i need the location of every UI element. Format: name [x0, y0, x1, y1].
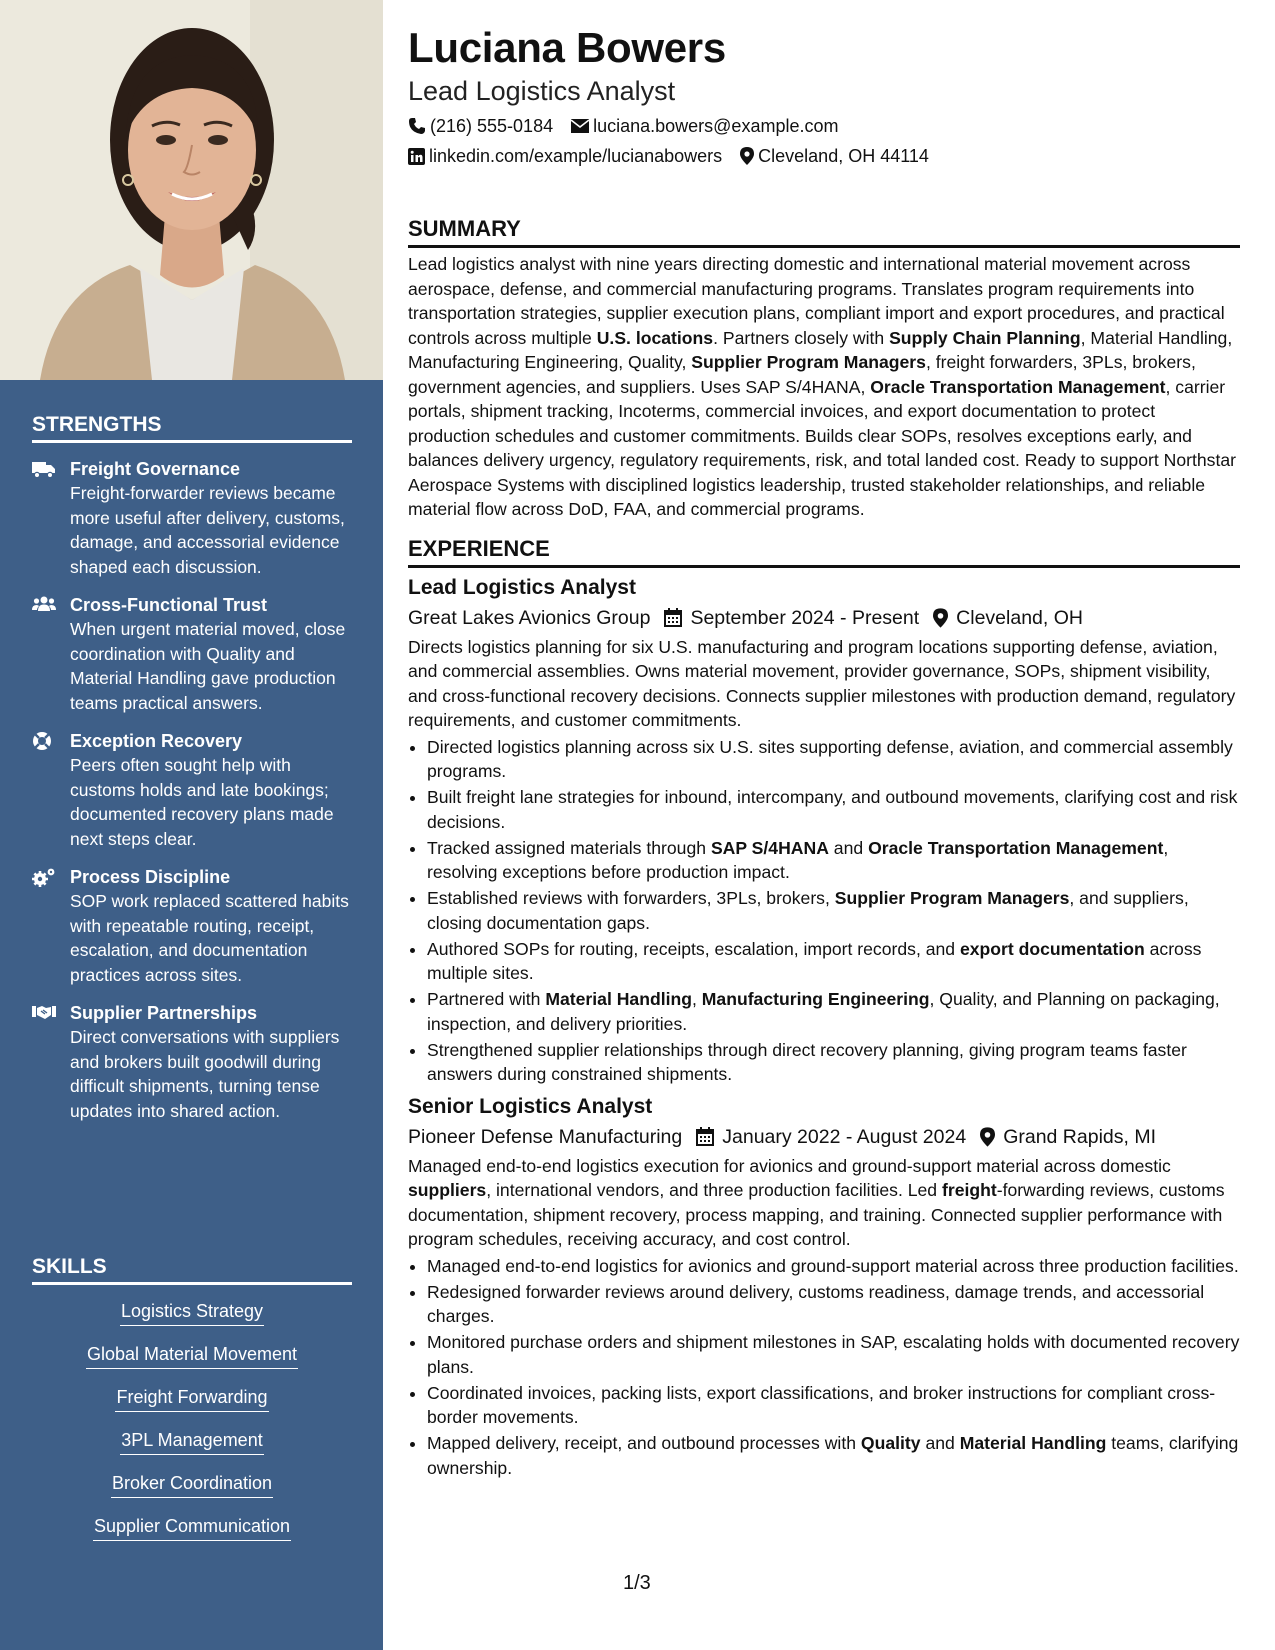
strength-desc: When urgent material moved, close coordination with Quality and Material Handling gave production teams practical answers.	[70, 619, 346, 713]
truck-icon	[32, 457, 70, 579]
bullet-item: • Redesigned forwarder reviews around delivery, customs readiness, damage trends, and accessorial charges.	[427, 1280, 1240, 1329]
job-description: Directs logistics planning for six U.S. manufacturing and program locations supporting defense, aviation, and commercial assemblies. Owns material movement, provider governance, SOPs, shipment visibility, and cross-functional recovery decisions. Connects supplier milestones with production demand, regulatory requirements, and customer commitments.	[408, 636, 1236, 730]
phone-text: (216) 555-0184	[430, 116, 554, 136]
strength-item	[32, 457, 352, 579]
strength-title: Cross-Functional Trust	[70, 595, 268, 615]
strength-desc: Direct conversations with suppliers and brokers built goodwill during difficult shipments, turning tense updates into shared action.	[70, 1027, 340, 1121]
skill-tag: Supplier Communication	[93, 1514, 291, 1541]
strengths-heading: STRENGTHS	[32, 413, 352, 443]
job-dates: September 2024 - Present	[664, 605, 919, 631]
job-entry	[408, 574, 1240, 1087]
strength-item	[32, 865, 352, 987]
location-contact	[740, 144, 929, 168]
envelope-icon	[571, 119, 589, 133]
job-entry	[408, 1093, 1240, 1481]
main-content	[408, 22, 1240, 1482]
bullet-item: • Tracked assigned materials through SAP S/4HANA and Oracle Transportation Management, resolving exceptions before production impact.	[427, 836, 1240, 885]
strength-title: Process Discipline	[70, 867, 231, 887]
email-text: luciana.bowers@example.com	[593, 116, 839, 136]
strength-desc: Peers often sought help with customs holds and late bookings; documented recovery plans made next steps clear.	[70, 755, 334, 849]
map-marker-icon	[740, 147, 754, 165]
profile-photo	[0, 0, 383, 380]
page-number: 1/3	[623, 1572, 651, 1594]
bullet-item: • Strengthened supplier relationships through direct recovery planning, giving program teams faster answers during constrained shipments.	[427, 1038, 1240, 1087]
bullet-item: • Established reviews with forwarders, 3PLs, brokers, Supplier Program Managers, and suppliers, closing documentation gaps.	[427, 886, 1240, 935]
experience-heading: EXPERIENCE	[408, 535, 1240, 568]
bullet-item: • Authored SOPs for routing, receipts, escalation, import records, and export documentation across multiple sites.	[427, 937, 1240, 986]
strength-item	[32, 729, 352, 851]
handshake-icon	[32, 1001, 70, 1123]
sidebar	[0, 0, 383, 1650]
calendar-icon	[664, 608, 682, 627]
life-ring-icon	[32, 729, 70, 851]
contact-row	[408, 144, 1240, 168]
skill-tag: Freight Forwarding	[115, 1385, 268, 1412]
bullet-item: • Managed end-to-end logistics for avionics and ground-support material across three production facilities.	[427, 1254, 1240, 1279]
strength-item	[32, 1001, 352, 1123]
email-contact[interactable]	[571, 114, 838, 138]
job-title: Lead Logistics Analyst	[408, 575, 636, 599]
skills-heading: SKILLS	[32, 1255, 352, 1285]
linkedin-contact[interactable]	[408, 144, 722, 168]
linkedin-text: linkedin.com/example/lucianabowers	[429, 146, 723, 166]
bullet-item: • Built freight lane strategies for inbound, intercompany, and outbound movements, clarifying cost and risk decisions.	[427, 785, 1240, 834]
job-bullets	[408, 1254, 1240, 1481]
job-bullets	[408, 735, 1240, 1087]
job-company: Pioneer Defense Manufacturing	[408, 1125, 683, 1148]
summary-heading: SUMMARY	[408, 215, 1240, 248]
skill-tag: Logistics Strategy	[120, 1299, 264, 1326]
job-location: Cleveland, OH	[933, 605, 1083, 631]
skills-section	[32, 1255, 352, 1557]
phone-icon	[408, 117, 426, 135]
strength-title: Supplier Partnerships	[70, 1003, 258, 1023]
job-description: Managed end-to-end logistics execution for avionics and ground-support material across domestic suppliers, international vendors, and three production facilities. Led freight-forwarding reviews, customs documentation, shipment recovery, process mapping, and training. Connected supplier performance with program schedules, receiving accuracy, and cost control.	[408, 1155, 1225, 1249]
job-location: Grand Rapids, MI	[980, 1124, 1156, 1150]
job-company: Great Lakes Avionics Group	[408, 606, 651, 629]
strength-desc: Freight-forwarder reviews became more useful after delivery, customs, damage, and accessorial evidence shaped each discussion.	[70, 483, 345, 577]
location-text: Cleveland, OH 44114	[758, 146, 929, 166]
skill-tag: Global Material Movement	[86, 1342, 298, 1369]
strength-title: Exception Recovery	[70, 731, 243, 751]
linkedin-icon	[408, 148, 425, 165]
strength-title: Freight Governance	[70, 459, 241, 479]
bullet-item: • Coordinated invoices, packing lists, export classifications, and broker instructions for compliant cross-border movements.	[427, 1381, 1240, 1430]
bullet-item: • Mapped delivery, receipt, and outbound processes with Quality and Material Handling teams, clarifying ownership.	[427, 1431, 1240, 1480]
strengths-section	[32, 413, 352, 1123]
job-dates: January 2022 - August 2024	[696, 1124, 966, 1150]
map-marker-icon	[933, 608, 948, 628]
portrait-image	[0, 0, 383, 380]
map-marker-icon	[980, 1127, 995, 1147]
candidate-name: Luciana Bowers	[408, 24, 726, 71]
contact-row	[408, 114, 1240, 138]
bullet-item: • Directed logistics planning across six U.S. sites supporting defense, aviation, and commercial assembly programs.	[427, 735, 1240, 784]
job-meta	[408, 605, 1240, 631]
skill-tag: Broker Coordination	[111, 1471, 273, 1498]
cogs-icon	[32, 865, 70, 987]
summary-text: Lead logistics analyst with nine years directing domestic and international material movement across aerospace, defense, and commercial manufacturing programs. Translates program requirements into transportation strategies, supplier execution plans, compliant import and export procedures, and practical controls across multiple U.S. locations. Partners closely with Supply Chain Planning, Material Handling, Manufacturing Engineering, Quality, Supplier Program Managers, freight forwarders, 3PLs, brokers, government agencies, and suppliers. Uses SAP S/4HANA, Oracle Transportation Management, carrier portals, shipment tracking, Incoterms, commercial invoices, and export documentation to protect production schedules and customer commitments. Builds clear SOPs, resolves exceptions early, and balances delivery urgency, regulatory requirements, risk, and total landed cost. Ready to support Northstar Aerospace Systems with disciplined logistics leadership, trusted stakeholder relationships, and reliable material flow across DoD, FAA, and commercial programs.	[408, 254, 1236, 519]
bullet-item: • Partnered with Material Handling, Manufacturing Engineering, Quality, and Planning on packaging, inspection, and delivery priorities.	[427, 987, 1240, 1036]
strength-desc: SOP work replaced scattered habits with repeatable routing, receipt, escalation, and documentation practices across sites.	[70, 891, 349, 985]
skill-tag: 3PL Management	[120, 1428, 263, 1455]
candidate-title: Lead Logistics Analyst	[408, 76, 676, 106]
job-title: Senior Logistics Analyst	[408, 1094, 653, 1118]
summary-section	[408, 215, 1240, 522]
calendar-icon	[696, 1127, 714, 1146]
skills-list	[32, 1299, 352, 1557]
bullet-item: • Monitored purchase orders and shipment milestones in SAP, escalating holds with documented recovery plans.	[427, 1330, 1240, 1379]
users-icon	[32, 593, 70, 715]
phone-contact[interactable]	[408, 114, 553, 138]
job-meta	[408, 1124, 1240, 1150]
strength-item	[32, 593, 352, 715]
experience-section	[408, 535, 1240, 1481]
